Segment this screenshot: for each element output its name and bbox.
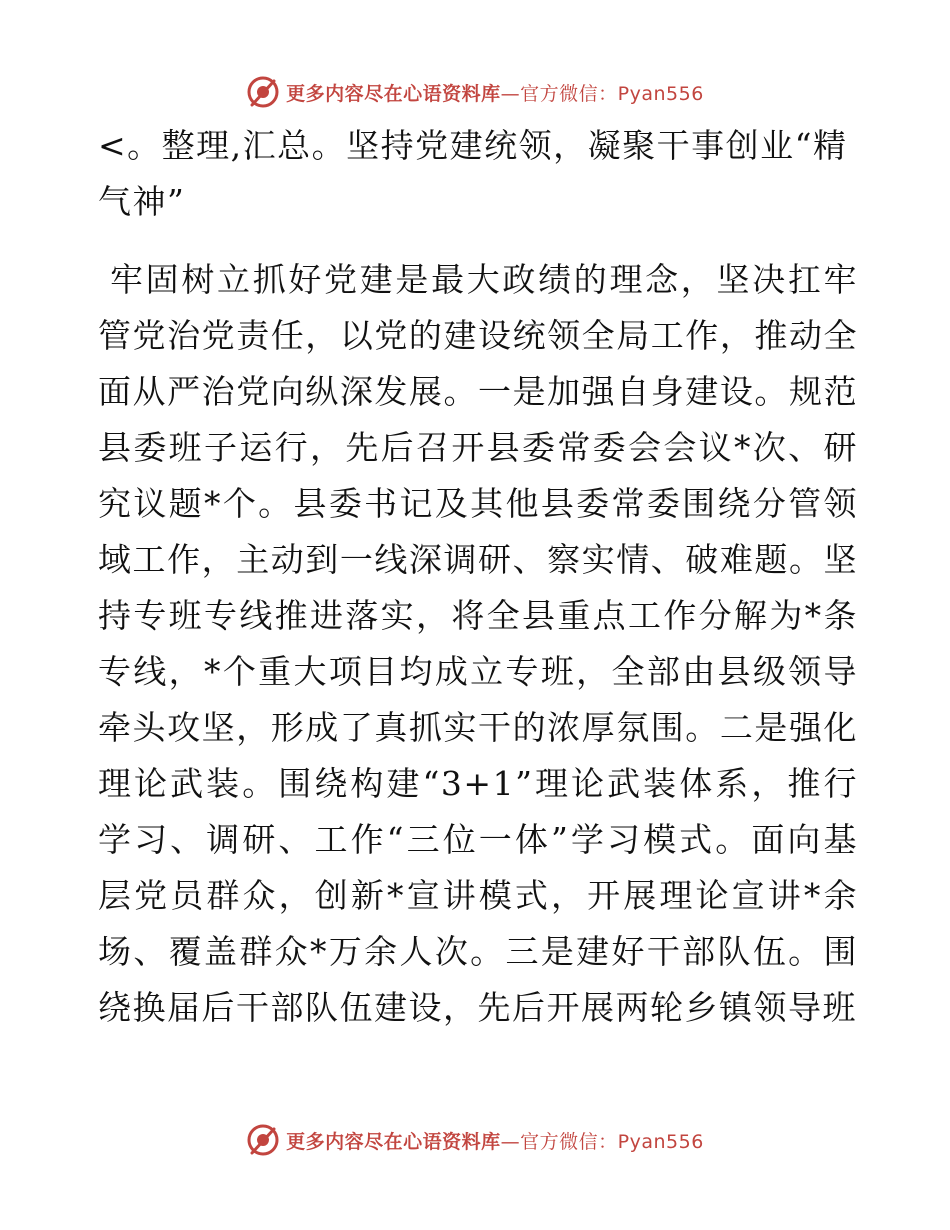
- pen-logo-icon: [246, 1123, 280, 1157]
- body-paragraph: 牢固树立抓好党建是最大政绩的理念，坚决扛牢管党治党责任，以党的建设统领全局工作，推动全面从严治党向纵深发展。一是加强自身建设。规范县委班子运行，先后召开县委常委会会议*次、研究议题*个。县委书记及其他县委常委围绕分管领域工作，主动到一线深调研、察实情、破难题。坚持专班专线推进落实，将全县重点工作分解为*条专线，*个重大项目均成立专班，全部由县级领导牵头攻坚，形成了真抓实干的浓厚氛围。二是强化理论武装。围绕构建“3+1”理论武装体系，推行学习、调研、工作“三位一体”学习模式。面向基层党员群众，创新*宣讲模式，开展理论宣讲*余场、覆盖群众*万余人次。三是建好干部队伍。围绕换届后干部队伍建设，先后开展两轮乡镇领导班: [98, 260, 858, 1027]
- document-body: [98, 118, 858, 1036]
- watermark-text: [286, 79, 704, 106]
- footer-watermark: [0, 1120, 950, 1160]
- section-heading: <。整理,汇总。坚持党建统领，凝聚干事创业“精气神”: [98, 126, 848, 221]
- watermark-text: [286, 1127, 704, 1154]
- header-watermark: [0, 72, 950, 112]
- pen-logo-icon: [246, 75, 280, 109]
- watermark-brand: 更多内容尽在心语资料库: [286, 82, 501, 105]
- watermark-wechat: —官方微信：Pyan556: [500, 1130, 704, 1153]
- watermark-wechat: —官方微信：Pyan556: [500, 82, 704, 105]
- watermark-brand: 更多内容尽在心语资料库: [286, 1130, 501, 1153]
